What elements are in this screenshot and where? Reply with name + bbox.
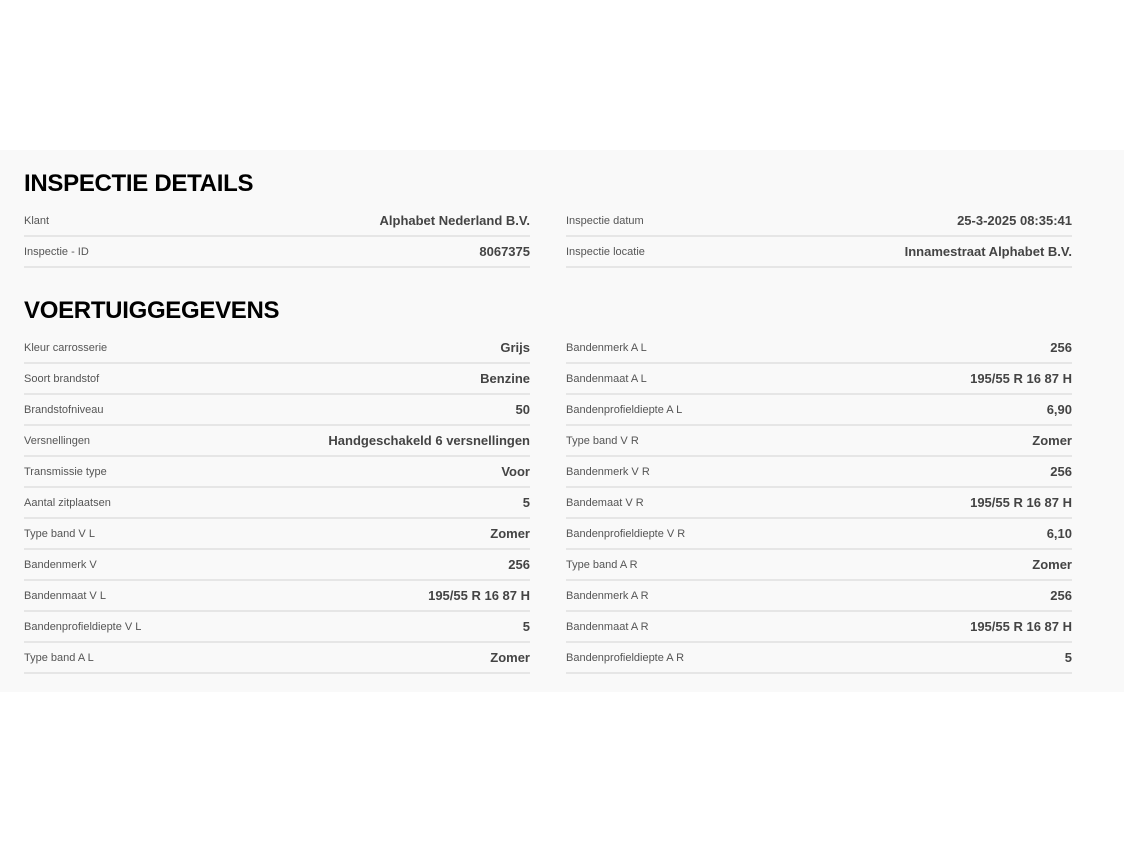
detail-label: Soort brandstof bbox=[24, 372, 100, 385]
detail-row bbox=[24, 612, 530, 643]
detail-value: Innamestraat Alphabet B.V. bbox=[904, 244, 1072, 259]
detail-row bbox=[24, 206, 530, 237]
detail-label: Transmissie type bbox=[24, 465, 107, 478]
detail-label: Brandstofniveau bbox=[24, 403, 104, 416]
detail-value: 195/55 R 16 87 H bbox=[970, 371, 1072, 386]
detail-value: 256 bbox=[1050, 464, 1072, 479]
detail-row bbox=[566, 457, 1072, 488]
detail-value: 195/55 R 16 87 H bbox=[428, 588, 530, 603]
detail-label: Bandenmerk A R bbox=[566, 589, 649, 602]
detail-label: Bandenmerk A L bbox=[566, 341, 647, 354]
detail-row bbox=[24, 488, 530, 519]
detail-row bbox=[24, 643, 530, 674]
detail-value: 6,10 bbox=[1046, 526, 1072, 541]
detail-label: Bandenmaat V L bbox=[24, 589, 106, 602]
detail-row bbox=[24, 364, 530, 395]
detail-value: 256 bbox=[1050, 588, 1072, 603]
detail-value: 256 bbox=[508, 557, 530, 572]
detail-row bbox=[566, 488, 1072, 519]
detail-label: Bandenmaat A L bbox=[566, 372, 647, 385]
voertuig-left-column bbox=[24, 333, 530, 674]
detail-value: Zomer bbox=[490, 526, 530, 541]
detail-row bbox=[566, 581, 1072, 612]
detail-value: 25-3-2025 08:35:41 bbox=[957, 213, 1072, 228]
detail-value: 8067375 bbox=[479, 244, 530, 259]
detail-row bbox=[566, 426, 1072, 457]
detail-value: Zomer bbox=[1032, 433, 1072, 448]
detail-value: 6,90 bbox=[1046, 402, 1072, 417]
detail-value: 195/55 R 16 87 H bbox=[970, 619, 1072, 634]
detail-label: Inspectie datum bbox=[566, 214, 644, 227]
detail-value: Grijs bbox=[500, 340, 530, 355]
detail-value: 256 bbox=[1050, 340, 1072, 355]
detail-value: 5 bbox=[1064, 650, 1072, 665]
detail-row bbox=[566, 519, 1072, 550]
section-title-voertuiggegevens: VOERTUIGGEGEVENS bbox=[24, 297, 280, 324]
inspection-panel bbox=[0, 150, 1124, 692]
detail-value: 5 bbox=[522, 619, 530, 634]
detail-label: Bandenmerk V R bbox=[566, 465, 650, 478]
detail-row bbox=[566, 333, 1072, 364]
detail-row bbox=[24, 457, 530, 488]
detail-value: 50 bbox=[515, 402, 530, 417]
detail-label: Bandenprofieldiepte V R bbox=[566, 527, 686, 540]
detail-row bbox=[24, 333, 530, 364]
voertuig-right-column bbox=[566, 333, 1072, 674]
detail-row bbox=[24, 426, 530, 457]
inspectie-left-column bbox=[24, 206, 530, 268]
detail-row bbox=[566, 612, 1072, 643]
detail-value: Handgeschakeld 6 versnellingen bbox=[328, 433, 530, 448]
detail-row bbox=[566, 395, 1072, 426]
detail-row bbox=[566, 643, 1072, 674]
detail-row bbox=[566, 206, 1072, 237]
detail-row bbox=[566, 237, 1072, 268]
detail-row bbox=[24, 581, 530, 612]
detail-label: Type band A R bbox=[566, 558, 638, 571]
detail-label: Kleur carrosserie bbox=[24, 341, 108, 354]
detail-row bbox=[566, 364, 1072, 395]
detail-label: Bandenprofieldiepte V L bbox=[24, 620, 142, 633]
detail-label: Type band V L bbox=[24, 527, 95, 540]
detail-label: Bandenprofieldiepte A L bbox=[566, 403, 683, 416]
detail-label: Versnellingen bbox=[24, 434, 91, 447]
detail-value: Zomer bbox=[490, 650, 530, 665]
detail-value: Benzine bbox=[480, 371, 530, 386]
detail-value: Voor bbox=[501, 464, 530, 479]
detail-row bbox=[24, 237, 530, 268]
detail-row bbox=[24, 550, 530, 581]
detail-label: Klant bbox=[24, 214, 50, 227]
inspectie-right-column bbox=[566, 206, 1072, 268]
detail-value: 195/55 R 16 87 H bbox=[970, 495, 1072, 510]
detail-label: Inspectie locatie bbox=[566, 245, 645, 258]
section-title-inspectie-details: INSPECTIE DETAILS bbox=[24, 170, 254, 197]
detail-label: Bandenprofieldiepte A R bbox=[566, 651, 685, 664]
detail-label: Bandemaat V R bbox=[566, 496, 644, 509]
detail-row bbox=[24, 519, 530, 550]
detail-label: Type band V R bbox=[566, 434, 639, 447]
detail-value: Alphabet Nederland B.V. bbox=[379, 213, 530, 228]
detail-label: Type band A L bbox=[24, 651, 94, 664]
detail-value: Zomer bbox=[1032, 557, 1072, 572]
detail-row bbox=[566, 550, 1072, 581]
detail-label: Bandenmerk V bbox=[24, 558, 97, 571]
detail-label: Inspectie - ID bbox=[24, 245, 89, 258]
detail-label: Bandenmaat A R bbox=[566, 620, 649, 633]
detail-label: Aantal zitplaatsen bbox=[24, 496, 111, 509]
detail-value: 5 bbox=[522, 495, 530, 510]
detail-row bbox=[24, 395, 530, 426]
